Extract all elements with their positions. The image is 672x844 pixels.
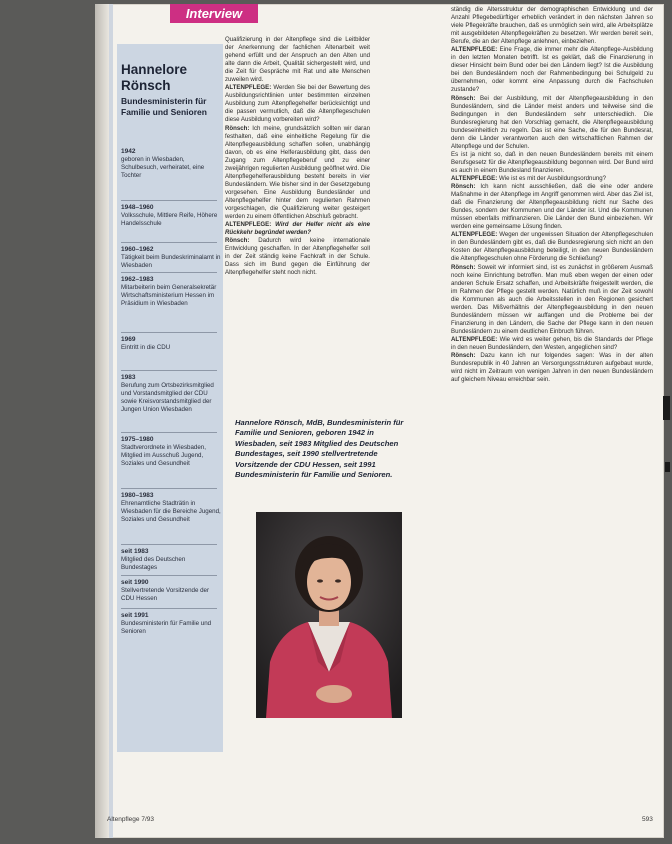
section-tag: Interview xyxy=(170,4,258,23)
biography-sidebar xyxy=(117,44,223,752)
paragraph-text: Ich meine, grundsätzlich sollten wir daran festhalten, daß eine einheitliche Regelung für die Altenpflegeausbildung schaffen sollen, unabhängig davon, ob es eine Helferausbildung gibt, dass den Zugang zum Altenpflegeberuf und zu einer zweijährigen regulierten Ausbildung geöffnet wird. Die Altenpflegehelferausbildung besteht bereits in vier Bundesländern. Wie bisher sind in der Gesetzgebung vorgesehen. Eine Ausbildung Bundesländer und Altenpflegehelfer hinter dem regulierten Rahmen vorgeschlagen, die Qualifizierung weiter gesteigert werden zu einem öffentlichen Abschluß gebracht. xyxy=(225,124,370,221)
speaker-label: Rönsch: xyxy=(451,94,476,102)
timeline-year: 1975–1980 xyxy=(121,436,154,443)
paragraph-text: Eine Frage, die immer mehr die Altenpflege-Ausbildung in den letzten Monaten betrifft. Ist es geklärt, daß die Finanzierung in dieser Hinsicht beim Bund oder bei den Ländern liegt? Ist die Ausbildung bei den Bundesländern noch der Rahmenbedingung bei Schulgeld zu übernehmen, oder kommt eine Anpassung durch die Fachschulen zustande? xyxy=(451,46,653,94)
timeline-year: 1942 xyxy=(121,148,136,155)
right-column-paragraph xyxy=(451,264,653,336)
timeline-text: Tätigkeit beim Bundeskriminalamt in Wiesbaden xyxy=(121,254,221,269)
interview-column-left xyxy=(225,36,370,277)
footer-publication: Altenpflege 7/93 xyxy=(107,816,154,823)
timeline-divider xyxy=(121,432,217,433)
timeline-entry xyxy=(121,548,221,572)
right-column-paragraph xyxy=(451,336,653,352)
right-column-paragraph xyxy=(451,183,653,231)
paragraph-text: Qualifizierung in der Altenpflege sind die Leitbilder der Anerkennung der fachlichen Altenarbeit weit gehend erfüllt und der Anspruch an den Alten und alte dann die Arbeit, Qualität sichergestellt wird, und die Zeit für Gespräche mit Rat und alte Menschen zuweilen wird. xyxy=(225,36,370,84)
speaker-label: Rönsch: xyxy=(451,263,476,271)
speaker-label: ALTENPFLEGE: xyxy=(451,335,498,343)
timeline-year: 1983 xyxy=(121,374,136,381)
timeline-entry xyxy=(121,374,221,414)
timeline-divider xyxy=(121,544,217,545)
timeline-year: 1948–1960 xyxy=(121,204,154,211)
timeline-text: Stadtverordnete in Wiesbaden, Mitglied im Ausschuß Jugend, Soziales und Gesundheit xyxy=(121,444,206,467)
photo-caption: Hannelore Rönsch, MdB, Bundesministerin für Familie und Senioren, geboren 1942 in Wiesbaden, seit 1983 Mitglied des Deutschen Bundestages, seit 1990 stellvertretende Vorsitzende der CDU Hessen, seit 1991 Bundesministerin für Familie und Senioren. xyxy=(235,418,404,480)
timeline-text: Ehrenamtliche Stadträtin in Wiesbaden für die Bereiche Jugend, Soziales und Gesundheit xyxy=(121,500,221,523)
paragraph-text: Wegen der ungewissen Situation der Altenpflegeschulen in den Bundesländern gibt es, daß die Bundesregierung sich nicht an den Kosten der Altenpflegeausbildung beteiligt, in den neuen Bundesländern die Altenpflegeschulen ohne Förderung die Schließung? xyxy=(451,231,653,263)
paragraph-text: Wie wird es weiter gehen, bis die Standards der Pflege in den neuen Bundesländern, den Westen, angeglichen sind? xyxy=(451,335,653,351)
timeline-text: Stellvertretende Vorsitzende der CDU Hessen xyxy=(121,587,210,602)
timeline-entry xyxy=(121,246,221,270)
interview-column-right xyxy=(451,6,653,384)
timeline-entry xyxy=(121,204,221,228)
speaker-label: Rönsch: xyxy=(225,124,250,132)
person-first-name: Hannelore xyxy=(121,62,188,77)
speaker-label: ALTENPFLEGE: xyxy=(451,46,498,54)
timeline-divider xyxy=(121,608,217,609)
speaker-label: ALTENPFLEGE: xyxy=(225,84,272,92)
timeline-divider xyxy=(121,242,217,243)
paragraph-text: Dadurch wird keine internationale Entwicklung geschaffen. In der Altenpflegehelfer soll in der Zeit ständig keine Fachkraft in der Schule. Dass sich im Bund gegen die Einführung der Altenpflegehelfer steht noch nicht. xyxy=(225,237,370,277)
side-strip xyxy=(109,4,113,838)
left-column-paragraph xyxy=(225,125,370,222)
timeline-entry xyxy=(121,148,221,180)
page-spine xyxy=(95,4,109,838)
speaker-label: ALTENPFLEGE: xyxy=(225,221,272,229)
speaker-label: Rönsch: xyxy=(451,183,476,191)
timeline-text: Volksschule, Mittlere Reife, Höhere Handelsschule xyxy=(121,212,218,227)
left-column-paragraph xyxy=(225,84,370,124)
right-column-paragraph xyxy=(451,352,653,384)
paragraph-text: Wie ist es mit der Ausbildungsordnung? xyxy=(498,174,607,182)
paragraph-text: Ich kann nicht ausschließen, daß die eine oder andere Maßnahme in der Altenpflege im Angriff genommen wird. Aber das Ziel ist, daß die Finanzierung der Altenpflegeausbildung nicht nur Sache des Bundes, sondern der Kommunen und der Länder ist. Und die Kommunen müssen ebenfalls mitfinanzieren. Die Länder den Bund einbeziehen. Wir werden eine gemeinsame Lösung finden. xyxy=(451,183,653,231)
right-column-paragraph xyxy=(451,151,653,175)
scan-edge-mark xyxy=(663,396,670,420)
timeline-text: Berufung zum Ortsbezirksmitglied und Vorstandsmitglied der CDU sowie Kreisvorstandsmitglied der Jungen Union Wiesbaden xyxy=(121,382,214,413)
timeline-entry xyxy=(121,336,221,352)
timeline-entry xyxy=(121,612,221,636)
timeline-text: Mitglied des Deutschen Bundestages xyxy=(121,556,186,571)
left-column-paragraph xyxy=(225,36,370,84)
right-column-paragraph xyxy=(451,46,653,94)
magazine-page xyxy=(95,4,664,838)
paragraph-text: Es ist ja nicht so, daß in den neuen Bundesländern bereits mit einem Berufsgesetz für die Altenpflegeausbildung begonnen wird. Der Bund wird es auch in einem Bundesland finanzieren. xyxy=(451,150,653,174)
timeline-text: Mitarbeiterin beim Generalsekretär Wirtschaftsministerium Hessen im Präsidium in Wiesbaden xyxy=(121,284,217,307)
paragraph-text: Bei der Ausbildung, mit der Altenpflegeausbildung in den Bundesländern, sind die Länder meist anders und teilweise sind die Bedingungen in den Bundesländern sehr unterschiedlich. Die Bundesregierung hat den Vorschlag gemacht, die Altenpflegeausbildung bundeseinheitlich zu regeln. Das ist eine Sache, die für den Bundesrat, denn die Länder verantworten auch den wirtschaftlichen Rahmen der Altenpflege und der Schulen. xyxy=(451,94,654,150)
person-last-name: Rönsch xyxy=(121,78,171,93)
timeline-text: geboren in Wiesbaden, Schulbesuch, verheiratet, eine Tochter xyxy=(121,156,205,179)
speaker-label: ALTENPFLEGE: xyxy=(451,231,498,239)
paragraph-text: Wird der Helfer nicht als eine Rückkehr begründet werden? xyxy=(225,221,370,237)
left-column-paragraph xyxy=(225,221,370,237)
person-name xyxy=(121,62,221,94)
timeline-year: seit 1983 xyxy=(121,548,149,555)
left-column-paragraph xyxy=(225,237,370,277)
right-column-paragraph xyxy=(451,175,653,183)
timeline-entry xyxy=(121,492,221,524)
speaker-label: Rönsch: xyxy=(225,237,250,245)
scan-edge-mark-small xyxy=(665,462,670,472)
paragraph-text: Werden Sie bei der Bewertung des Ausbildungsrichtlinien unter bestimmten einzelnen Ausbildung zum Altenpflegehelfer berücksichtigt und die passen vermutlich, daß die Altenpflegeschulen diese Ausbildung vorbereiten wird? xyxy=(225,84,370,124)
person-title: Bundesministerin für Familie und Senioren xyxy=(121,96,207,117)
paragraph-text: Dazu kann ich nur folgendes sagen: Was in der alten Bundesrepublik in 40 Jahren an Versorgungsstrukturen aufgebaut wurde, wird nicht im Zeitraum von wenigen Jahren in den neuen Bundesländern auf gleichem Niveau erreichbar sein. xyxy=(451,352,653,384)
timeline-entry xyxy=(121,276,221,308)
portrait-photo xyxy=(256,512,402,718)
timeline-text: Bundesministerin für Familie und Senioren xyxy=(121,620,212,635)
timeline-entry xyxy=(121,436,221,468)
paragraph-text: Soweit wir informiert sind, ist es zunächst in größerem Ausmaß noch keine Einrichtung betroffen. Man muß eben wegen der einen oder anderen Schule Ersatz schaffen, und Arbeitskräfte freigestellt werden, die im Rahmen der Pflege gestellt werden. Natürlich muß in der Zeit sowohl die Kommunen als auch die Arbeitsstellen in den Regionen gesichert werden. Das Mißverhältnis der Altenpflegeausbildung in den neuen Bundesländern müssen wir auffangen und die Probleme bei der Finanzierung in den Ländern, die Sache der Pflege kann in den neuen Bundesländern zu einem deutlichen Einbruch führen. xyxy=(451,263,653,335)
right-column-paragraph xyxy=(451,231,653,263)
portrait-illustration xyxy=(256,512,402,718)
timeline-divider xyxy=(121,370,217,371)
page-number: 593 xyxy=(642,816,653,823)
timeline-year: 1962–1983 xyxy=(121,276,154,283)
timeline-divider xyxy=(121,488,217,489)
timeline-divider xyxy=(121,332,217,333)
timeline-year: seit 1991 xyxy=(121,612,149,619)
timeline-year: 1960–1962 xyxy=(121,246,154,253)
timeline-entry xyxy=(121,579,221,603)
right-column-paragraph xyxy=(451,6,653,46)
timeline-text: Eintritt in die CDU xyxy=(121,344,171,351)
speaker-label: ALTENPFLEGE: xyxy=(451,174,498,182)
paragraph-text: ständig die Altersstruktur der demographischen Entwicklung und der Anzahl Pflegebedürftiger erheblich verändert in den nächsten Jahren so viele Pflegekräfte brauchen, daß es unmöglich sein wird, alle Arbeitsplätze mit ausgebildeten Altenpflegekräften zu besetzen. Wir werden bereit sein, Berufe, die an der Altenpflege anlehnen, einbeziehen. xyxy=(451,6,653,46)
timeline-year: 1969 xyxy=(121,336,136,343)
right-column-paragraph xyxy=(451,95,653,151)
timeline-year: seit 1990 xyxy=(121,579,149,586)
timeline-divider xyxy=(121,200,217,201)
speaker-label: Rönsch: xyxy=(451,352,476,360)
timeline-divider xyxy=(121,272,217,273)
timeline-divider xyxy=(121,575,217,576)
timeline-year: 1980–1983 xyxy=(121,492,154,499)
